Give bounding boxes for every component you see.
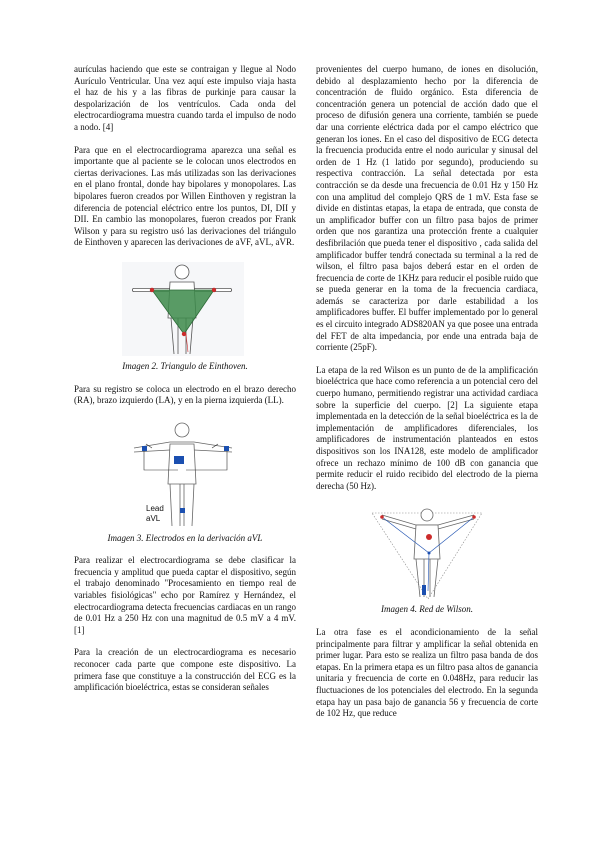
left-paragraph-2: Para que en el electrocardiograma aparezca una señal es importante que al paciente se le colocan unos electrodos en ciertas derivaciones. Las más utilizadas son las derivaciones en el plano frontal, donde hay bipolares y monopolares. Las bipolares fueron creados por Willen Einthoven y registran la diferencia de potencial eléctrico entre los puntos, DI, DII y DII. En cambio las monopolares, fueron creados por Frank Wilson y para su registro usó las derivaciones del triángulo de Einthoven y aparecen las derivaciones de aVF, aVL, aVR.: [74, 144, 296, 248]
figure-wilson-network: [316, 503, 538, 601]
figure-einthoven-triangle: [74, 260, 296, 358]
electrode-ll: [182, 332, 186, 336]
left-paragraph-5: Para la creación de un electrocardiograma es necesario reconocer cada parte que compone este dispositivo. La primera fase que constituye a la construcción del ECG es la amplificación bioeléctrica, estas se consideran señales: [74, 647, 296, 693]
lead-avl-label: Lead aVL: [146, 503, 164, 523]
right-paragraph-1: provenientes del cuerpo humano, de iones en disolución, debido al desplazamiento hecho por la diferencia de concentración de fluido orgánico. Esta diferencia de concentración genera un potencial de acción dado que el proceso de difusión genera una corriente, también se puede dar una corriente eléctrica dada por el campo eléctrico que generan los iones. En el caso del dispositivo de ECG detecta la frecuencia producida entre el nodo auricular y sinusal del orden de 1 Hz (1 latido por segundo), produciendo su respectiva contracción. La señal detectada por esta contracción se da desde una frecuencia de 0.01 Hz y 150 Hz con una amplitud del complejo QRS de 1 mV. Esta fase se divide en distintas etapas, la etapa de entrada, que consta de un amplificador buffer con un filtro pasa bajos de primer orden que nos garantiza una protección frente a cualquier desfibrilación que pueda tener el dispositivo , cada salida del amplificador buffer tendrá conectada su terminal a la red de wilson, el filtro pasa bajos deberá estar en el orden de frecuencia de corte de 1KHz para reducir el posible ruido que se pueda generar en la toma de la frecuencia cardiaca, además se caracteriza por darle estabilidad a los amplificadores buffer. El buffer implementado por lo general es el circuito integrado ADS820AN ya que posee una entrada del FET de alta impedancia, por ende una entrada baja de corriente (25pF).: [316, 64, 538, 353]
figure-avl-electrodes: [74, 418, 296, 530]
electrode-ra: [150, 288, 154, 292]
left-paragraph-4: Para realizar el electrocardiograma se debe clasificar la frecuencia y amplitud que pueda captar el dispositivo, según el trabajo denominado "Procesamiento en tiempo real de variables fisiológicas" echo por Ramírez y Hernández, el electrocardiograma detecta frecuencias cardiacas en un rango de 0.01 Hz a 250 Hz con una magnitud de 0.5 mV a 4 mV. [1]: [74, 555, 296, 635]
electrode-la: [212, 288, 216, 292]
left-paragraph-1: aurículas haciendo que este se contraigan y llegue al Nodo Aurículo Ventricular. Una vez aquí este impulso viaja hasta el haz de his y a las fibras de purkinje para causar la despolarización de los ventrículos. Cada onda del electrocardiograma muestra cuando tarda el impulso de nodo a nodo. [4]: [74, 64, 296, 132]
right-column: [316, 64, 538, 731]
einthoven-triangle-illustration: [74, 260, 296, 358]
right-paragraph-3: La otra fase es el acondicionamiento de la señal principalmente para filtrar y amplificar la señal obtenida en primer lugar. Para esto se realiza un filtro pasa banda de dos etapas. En la primera etapa es un filtro pasa altos de ganancia unitaria y frecuencia de corte en 0.048Hz, para reducir las fluctuaciones de los potenciales del electrodo. En la segunda etapa hay un pasa bajo de ganancia 56 y frecuencia de corte de 102 Hz, que reduce: [316, 626, 538, 719]
left-paragraph-3: Para su registro se coloca un electrodo en el brazo derecho (RA), brazo izquierdo (LA), y en la pierna izquierda (LL).: [74, 383, 296, 406]
figure-2-caption: Imagen 2. Triangulo de Einthoven.: [122, 360, 248, 371]
heart-mark: [426, 534, 432, 540]
wilson-network-illustration: [316, 503, 538, 601]
figure-3-caption: Imagen 3. Electrodos en la derivación aVL: [107, 532, 263, 543]
electrode-left-arm: [224, 446, 229, 451]
avl-electrodes-illustration: [74, 418, 296, 530]
electrode-left-leg: [180, 508, 185, 513]
electrode-right-arm: [142, 446, 147, 451]
right-paragraph-2: La etapa de la red Wilson es un punto de de la amplificación bioeléctrica que hace como referencia a un potencial cero del cuerpo humano, permitiendo registrar una actividad cardiaca sobre la superficie del cuerpo. [2] La siguiente etapa implementada en la detección de la señal bioeléctrica es la de implementación de amplificadores diferenciales, los amplificadores de instrumentación planteados en estos dispositivos son los INA128, este modelo de amplificador ofrece un rechazo mínimo de 100 dB con ganancia que permite reducir el ruido recibido del electrodo de la pierna derecha (50 Hz).: [316, 364, 538, 491]
left-column: [74, 64, 296, 705]
figure-4-caption: Imagen 4. Red de Wilson.: [381, 604, 473, 615]
